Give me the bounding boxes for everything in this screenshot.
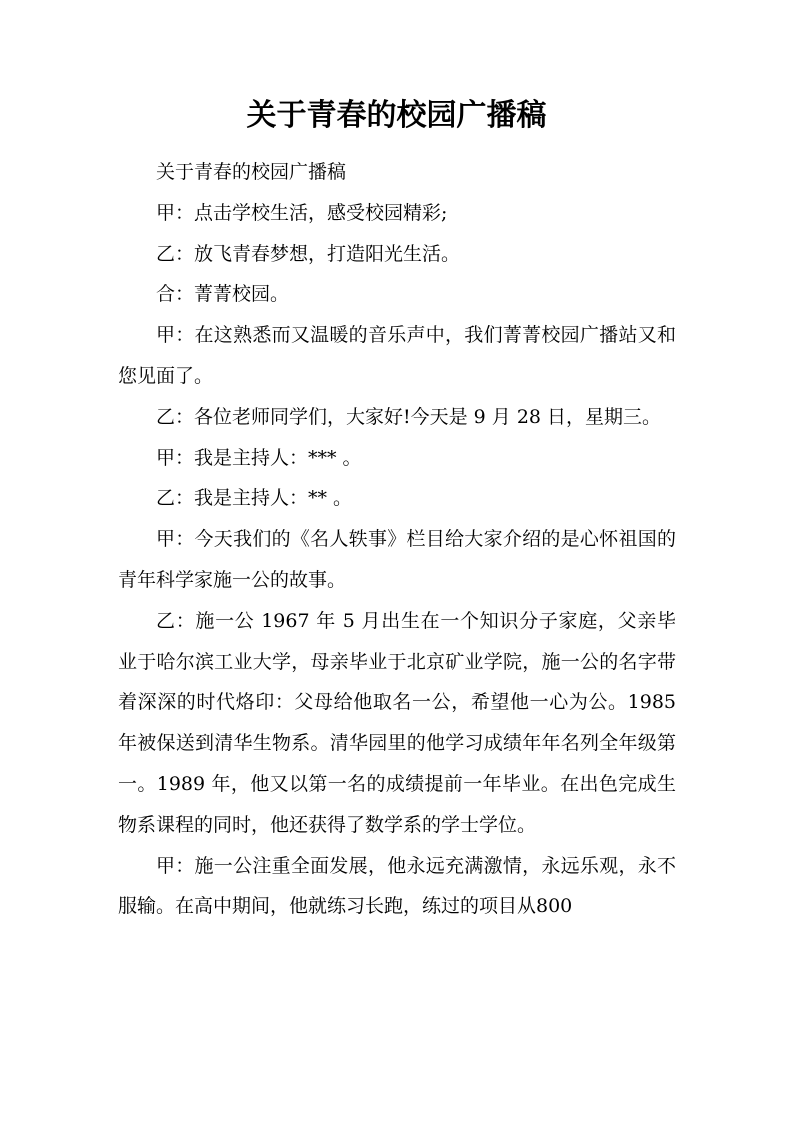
paragraph: 甲：点击学校生活，感受校园精彩; <box>156 201 448 224</box>
paragraph: 甲：我是主持人：*** 。 <box>156 446 362 469</box>
paragraph: 甲：在这熟悉而又温暖的音乐声中，我们菁菁校园广播站又和您见面了。 <box>118 324 676 387</box>
paragraph-heading-repeat: 关于青春的校园广播稿 <box>156 161 347 183</box>
paragraph: 乙：施一公 1967 年 5 月出生在一个知识分子家庭，父亲毕业于哈尔滨工业大学，母亲毕业于北京矿业学院，施一公的名字带着深深的时代烙印：父母给他取名一公，希望他一心为公。1985 年被保送到清华生物系。清华园里的他学习成绩年年名列全年级第一。1989 年，他又以第一名的成绩提前一年毕业。在出色完成生物系课程的同时，他还获得了数学系的学士学位。 <box>118 609 676 836</box>
paragraph: 乙：放飞青春梦想，打造阳光生活。 <box>156 242 461 265</box>
paragraph: 乙：各位老师同学们，大家好!今天是 9 月 28 日，星期三。 <box>156 405 662 428</box>
document-body <box>118 152 676 927</box>
document-title: 关于青春的校园广播稿 <box>246 98 547 133</box>
paragraph: 甲：今天我们的《名人轶事》栏目给大家介绍的是心怀祖国的青年科学家施一公的故事。 <box>118 528 676 591</box>
paragraph: 甲：施一公注重全面发展，他永远充满激情，永远乐观，永不服输。在高中期间，他就练习长跑，练过的项目从800 <box>118 854 676 918</box>
paragraph: 合：菁菁校园。 <box>156 283 290 306</box>
paragraph: 乙：我是主持人：** 。 <box>156 487 353 510</box>
